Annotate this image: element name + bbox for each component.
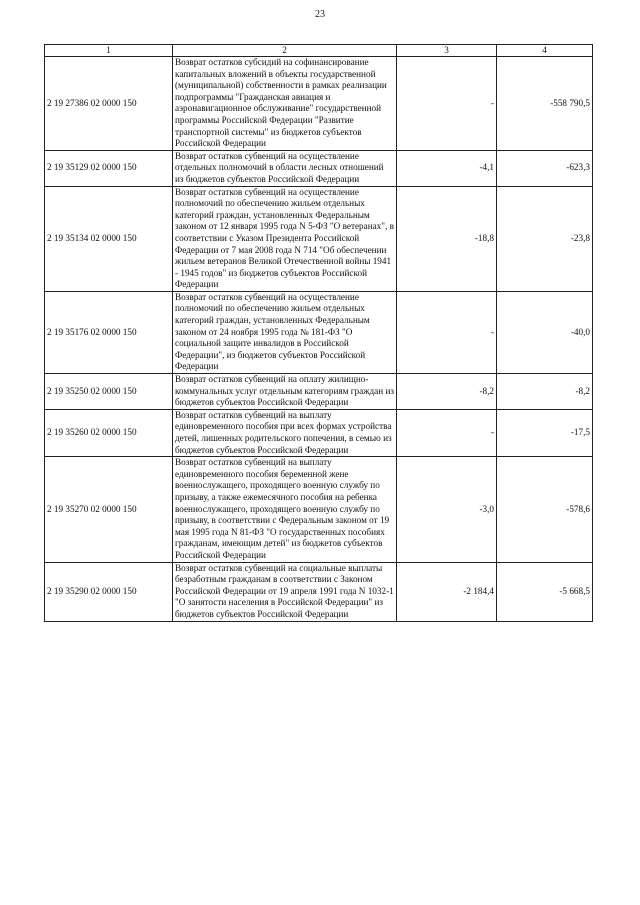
row-value-col4: -558 790,5	[497, 57, 593, 151]
row-value-col3: -4,1	[397, 150, 497, 186]
table-row	[45, 291, 593, 373]
page-number: 23	[315, 9, 325, 20]
row-value-col4: -8,2	[497, 374, 593, 410]
row-code: 2 19 35260 02 0000 150	[45, 409, 173, 456]
header-col-2: 2	[173, 45, 397, 57]
row-value-col3: -2 184,4	[397, 562, 497, 621]
row-code: 2 19 35129 02 0000 150	[45, 150, 173, 186]
table-row	[45, 150, 593, 186]
header-col-3: 3	[397, 45, 497, 57]
row-code: 2 19 35270 02 0000 150	[45, 457, 173, 562]
header-col-1: 1	[45, 45, 173, 57]
row-description: Возврат остатков субвенций на осуществление полномочий по обеспечению жильем отдельных категорий граждан, установленных Федеральным законом от 12 января 1995 года N 5-ФЗ "О ветеранах", в соответствии с Указом Президента Российской Федерации от 7 мая 2008 года N 714 "Об обеспечении жильем ветеранов Великой Отечественной войны 1941 - 1945 годов" из бюджетов субъектов Российской Федерации	[173, 186, 397, 291]
table-row	[45, 562, 593, 621]
row-code: 2 19 27386 02 0000 150	[45, 57, 173, 151]
row-value-col3: -8,2	[397, 374, 497, 410]
row-value-col3: -	[397, 409, 497, 456]
row-description: Возврат остатков субвенций на выплату единовременного пособия при всех формах устройства детей, лишенных родительского попечения, в семью из бюджетов субъектов Российской Федерации	[173, 409, 397, 456]
table-row	[45, 186, 593, 291]
row-value-col4: -5 668,5	[497, 562, 593, 621]
table-row	[45, 409, 593, 456]
table-row	[45, 374, 593, 410]
row-value-col3: -3,0	[397, 457, 497, 562]
table-header-row	[45, 45, 593, 57]
row-value-col3: -18,8	[397, 186, 497, 291]
row-description: Возврат остатков субвенций на осуществление полномочий по обеспечению жильем отдельных категорий граждан, установленных Федеральным законом от 24 ноября 1995 года № 181-ФЗ "О социальной защите инвалидов в Российской Федерации", из бюджетов субъектов Российской Федерации	[173, 291, 397, 373]
row-code: 2 19 35134 02 0000 150	[45, 186, 173, 291]
table-row	[45, 57, 593, 151]
row-code: 2 19 35250 02 0000 150	[45, 374, 173, 410]
row-code: 2 19 35176 02 0000 150	[45, 291, 173, 373]
row-description: Возврат остатков субвенций на оплату жилищно-коммунальных услуг отдельным категориям граждан из бюджетов субъектов Российской Федерации	[173, 374, 397, 410]
row-value-col3: -	[397, 291, 497, 373]
row-description: Возврат остатков субвенций на выплату единовременного пособия беременной жене военнослужащего, проходящего военную службу по призыву, а также ежемесячного пособия на ребенка военнослужащего, проходящего военную службу по призыву, в соответствии с Федеральным законом от 19 мая 1995 года N 81-ФЗ "О государственных пособиях гражданам, имеющим детей" из бюджетов субъектов Российской Федерации	[173, 457, 397, 562]
header-col-4: 4	[497, 45, 593, 57]
budget-table	[44, 44, 593, 622]
row-description: Возврат остатков субвенций на социальные выплаты безработным гражданам в соответствии с Законом Российской Федерации от 19 апреля 1991 года N 1032-1 "О занятости населения в Российской Федерации" из бюджетов субъектов Российской Федерации	[173, 562, 397, 621]
row-value-col4: -578,6	[497, 457, 593, 562]
row-description: Возврат остатков субвенций на осуществление отдельных полномочий в области лесных отношений из бюджетов субъектов Российской Федерации	[173, 150, 397, 186]
row-value-col3: -	[397, 57, 497, 151]
row-value-col4: -23,8	[497, 186, 593, 291]
row-value-col4: -40,0	[497, 291, 593, 373]
row-code: 2 19 35290 02 0000 150	[45, 562, 173, 621]
row-value-col4: -623,3	[497, 150, 593, 186]
row-description: Возврат остатков субсидий на софинансирование капитальных вложений в объекты государственной (муниципальной) собственности в рамках реализации подпрограммы "Гражданская авиация и аэронавигационное обслуживание" государственной программы Российской Федерации "Развитие транспортной системы" из бюджетов субъектов Российской Федерации	[173, 57, 397, 151]
row-value-col4: -17,5	[497, 409, 593, 456]
table-row	[45, 457, 593, 562]
